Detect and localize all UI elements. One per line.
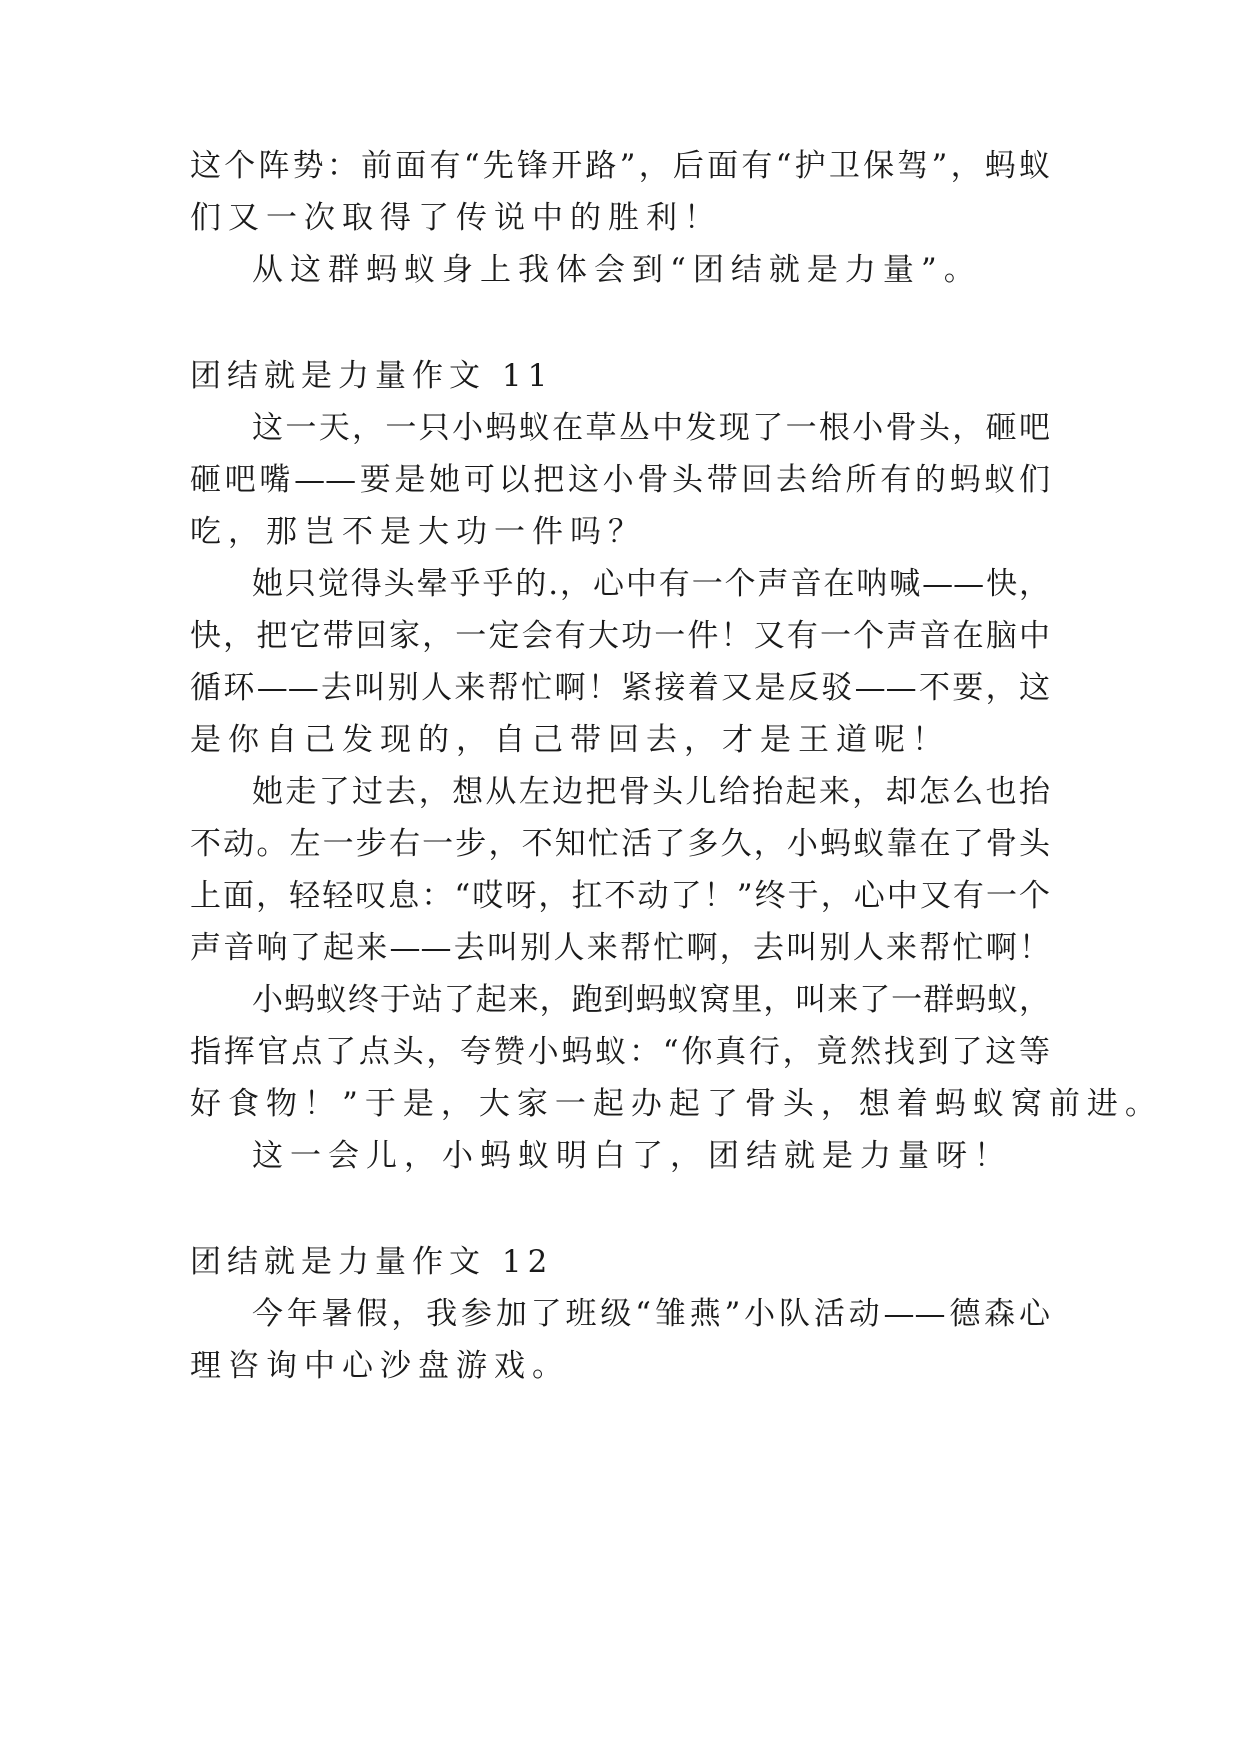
- essay-title: 团结就是力量作文 12: [190, 1244, 554, 1280]
- paragraph-line: 这一会儿，小蚂蚁明白了，团结就是力量呀！: [252, 1138, 1012, 1174]
- paragraph-line: 这个阵势：前面有“先锋开路”，后面有“护卫保驾”，蚂蚁: [190, 148, 1050, 184]
- paragraph-line: 理咨询中心沙盘游戏。: [190, 1348, 570, 1384]
- essay-title: 团结就是力量作文 11: [190, 358, 554, 394]
- paragraph-line: 循环——去叫别人来帮忙啊！紧接着又是反驳——不要，这: [190, 670, 1050, 706]
- paragraph-line: 这一天，一只小蚂蚁在草丛中发现了一根小骨头，砸吧: [252, 410, 1050, 446]
- paragraph-line: 从这群蚂蚁身上我体会到“团结就是力量”。: [252, 252, 982, 288]
- paragraph-line: 好食物！”于是，大家一起办起了骨头，想着蚂蚁窝前进。: [190, 1086, 1163, 1122]
- paragraph-line: 们又一次取得了传说中的胜利！: [190, 200, 722, 236]
- paragraph-line: 声音响了起来——去叫别人来帮忙啊，去叫别人来帮忙啊！: [190, 930, 1050, 966]
- paragraph-line: 快，把它带回家，一定会有大功一件！又有一个声音在脑中: [190, 618, 1050, 654]
- paragraph-line: 上面，轻轻叹息：“哎呀，扛不动了！”终于，心中又有一个: [190, 878, 1050, 914]
- paragraph-line: 小蚂蚁终于站了起来，跑到蚂蚁窝里，叫来了一群蚂蚁，: [252, 982, 1050, 1018]
- paragraph-line: 吃，那岂不是大功一件吗？: [190, 514, 646, 550]
- paragraph-line: 她只觉得头晕乎乎的.，心中有一个声音在呐喊——快，: [252, 566, 1050, 602]
- paragraph-line: 是你自己发现的，自己带回去，才是王道呢！: [190, 722, 950, 758]
- paragraph-line: 她走了过去，想从左边把骨头儿给抬起来，却怎么也抬: [252, 774, 1050, 810]
- paragraph-line: 不动。左一步右一步，不知忙活了多久，小蚂蚁靠在了骨头: [190, 826, 1050, 862]
- paragraph-line: 砸吧嘴——要是她可以把这小骨头带回去给所有的蚂蚁们: [190, 462, 1050, 498]
- paragraph-line: 指挥官点了点头，夸赞小蚂蚁：“你真行，竟然找到了这等: [190, 1034, 1050, 1070]
- paragraph-line: 今年暑假，我参加了班级“雏燕”小队活动——德森心: [252, 1296, 1050, 1332]
